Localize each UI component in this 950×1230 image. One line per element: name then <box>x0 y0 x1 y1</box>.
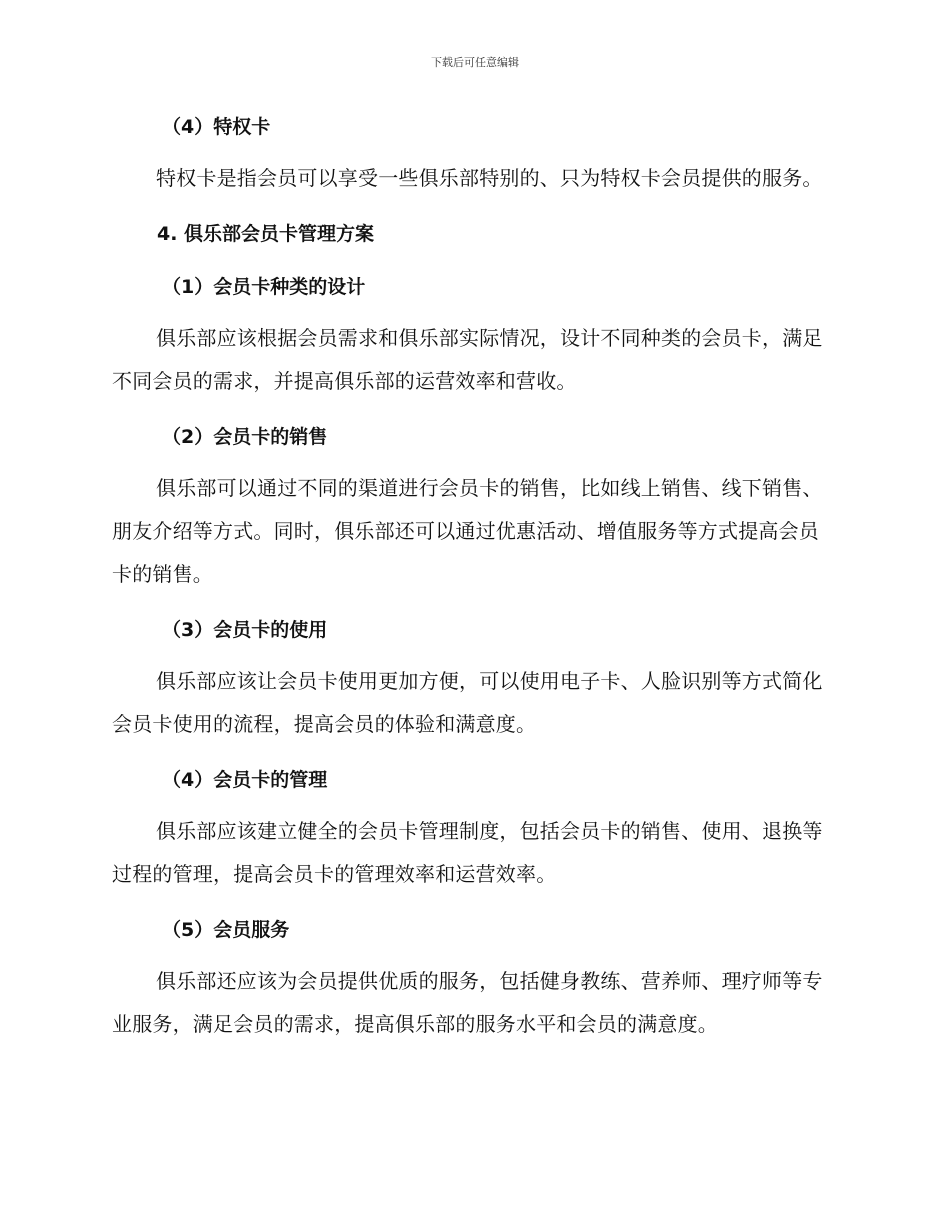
paragraph-member-service: 俱乐部还应该为会员提供优质的服务，包括健身教练、营养师、理疗师等专业服务，满足会员的需求，提高俱乐部的服务水平和会员的满意度。 <box>112 969 823 1036</box>
subheading-member-service: （5）会员服务 <box>162 919 290 941</box>
paragraph-card-types: 俱乐部应该根据会员需求和俱乐部实际情况，设计不同种类的会员卡，满足不同会员的需求，并提高俱乐部的运营效率和营收。 <box>112 326 823 393</box>
document-body <box>112 108 832 1046</box>
subheading-card-usage: （3）会员卡的使用 <box>162 619 328 641</box>
section-heading-card-management: 4. 俱乐部会员卡管理方案 <box>157 223 375 245</box>
paragraph-card-management: 俱乐部应该建立健全的会员卡管理制度，包括会员卡的销售、使用、退换等过程的管理，提高会员卡的管理效率和运营效率。 <box>112 819 823 886</box>
subheading-card-types: （1）会员卡种类的设计 <box>162 276 366 298</box>
subheading-card-management: （4）会员卡的管理 <box>162 769 328 791</box>
paragraph-privilege-card: 特权卡是指会员可以享受一些俱乐部特别的、只为特权卡会员提供的服务。 <box>156 166 823 190</box>
subheading-card-sales: （2）会员卡的销售 <box>162 426 328 448</box>
paragraph-card-sales: 俱乐部可以通过不同的渠道进行会员卡的销售，比如线上销售、线下销售、朋友介绍等方式。同时，俱乐部还可以通过优惠活动、增值服务等方式提高会员卡的销售。 <box>112 476 823 586</box>
subheading-privilege-card: （4）特权卡 <box>162 116 271 138</box>
page-header: 下载后可任意编辑 <box>431 56 519 69</box>
paragraph-card-usage: 俱乐部应该让会员卡使用更加方便，可以使用电子卡、人脸识别等方式简化会员卡使用的流程，提高会员的体验和满意度。 <box>112 669 823 736</box>
